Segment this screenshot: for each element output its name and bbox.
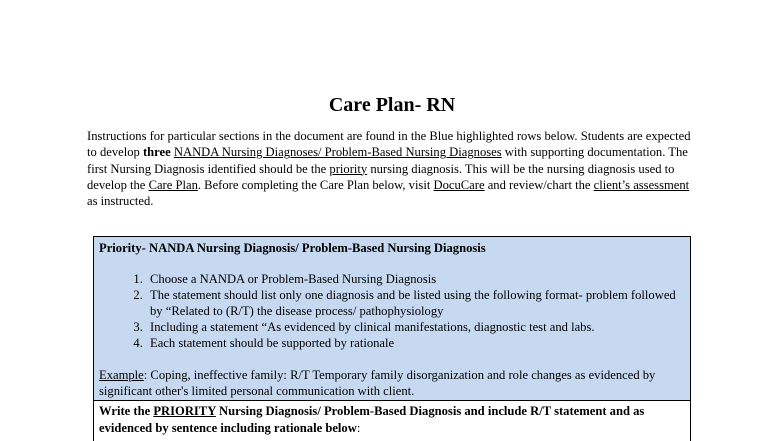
priority-link[interactable]: priority — [329, 161, 368, 176]
write-text: Nursing Diagnosis/ Problem-Based Diagnosis and include R/T statement and as evidenced by sentence including rationale below — [99, 404, 645, 435]
intro-text: as instructed. — [87, 194, 154, 209]
care-plan-link[interactable]: Care Plan — [148, 177, 198, 192]
nanda-link[interactable]: NANDA Nursing Diagnoses/ Problem-Based Nursing Diagnoses — [173, 145, 502, 160]
page-title: Care Plan- RN — [328, 94, 456, 116]
step-item: 4. Each statement should be supported by rationale — [146, 335, 685, 351]
intro-bold-three: three — [142, 145, 171, 160]
example-body: : Coping, ineffective family: R/T Temporary family disorganization and role changes as evidenced by significant other's limited personal communication with client. — [99, 368, 656, 398]
step-item: 1. Choose a NANDA or Problem-Based Nursing Diagnosis — [146, 271, 685, 287]
intro-text: Instructions for particular sections in the document are found in the Blue highlighted rows below. Students are expected to develop — [87, 129, 691, 160]
intro-text: nursing diagnosis. This will be the nursing diagnosis used to develop the — [87, 161, 675, 192]
write-text: Write the — [99, 404, 154, 418]
priority-header: Priority- NANDA Nursing Diagnosis/ Problem-Based Nursing Diagnosis — [99, 241, 486, 255]
intro-text: . Before completing the Care Plan below, visit — [197, 177, 434, 192]
example-label: Example — [99, 368, 144, 382]
client-assessment-link[interactable]: client’s assessment — [593, 177, 690, 192]
write-colon: : — [356, 421, 361, 435]
care-plan-table — [93, 236, 691, 441]
step-item: 2. The statement should list only one diagnosis and be listed using the following format- problem followed by “Related to (R/T) the disease process/ pathophysiology — [146, 287, 685, 319]
write-priority-row[interactable] — [94, 401, 690, 437]
example-text — [99, 367, 685, 399]
steps-list — [99, 271, 685, 351]
docucare-link[interactable]: DocuCare — [433, 177, 485, 192]
priority-underlined: PRIORITY — [153, 404, 216, 418]
instructions-paragraph — [87, 128, 699, 209]
priority-instructions-row — [94, 237, 690, 401]
intro-text: with supporting documentation. The first Nursing Diagnosis identified should be the — [87, 145, 688, 176]
step-item: 3. Including a statement “As evidenced by clinical manifestations, diagnostic test and labs. — [146, 319, 685, 335]
intro-text: and review/chart the — [484, 177, 594, 192]
